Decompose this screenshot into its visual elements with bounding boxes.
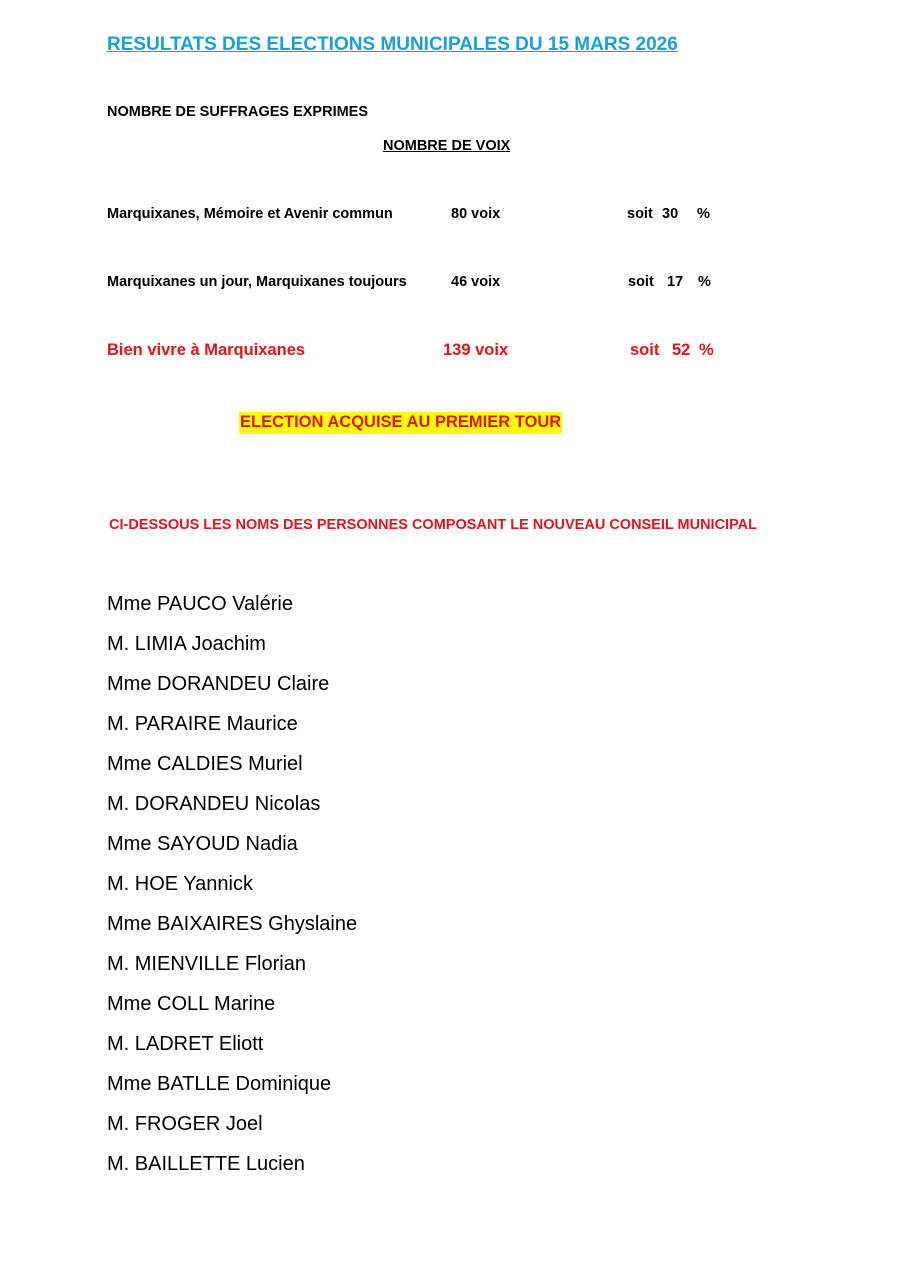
soit-label: soit <box>630 341 660 359</box>
council-heading: CI-DESSOUS LES NOMS DES PERSONNES COMPOSANT LE NOUVEAU CONSEIL MUNICIPAL <box>109 517 758 533</box>
list-percent: 52 <box>672 341 691 359</box>
council-member: Mme BATLLE Dominique <box>107 1073 332 1095</box>
list-votes: 80 voix <box>451 206 501 222</box>
council-member: M. PARAIRE Maurice <box>107 713 298 735</box>
soit-label: soit <box>627 206 653 222</box>
council-member: M. MIENVILLE Florian <box>107 953 306 975</box>
council-member: M. FROGER Joel <box>107 1113 263 1135</box>
votes-column-header: NOMBRE DE VOIX <box>383 138 511 154</box>
council-member: M. HOE Yannick <box>107 873 253 895</box>
list-percent: 30 <box>662 206 679 222</box>
percent-sign: % <box>698 274 711 290</box>
list-name: Marquixanes, Mémoire et Avenir commun <box>107 206 393 222</box>
percent-sign: % <box>699 341 714 359</box>
council-member: M. DORANDEU Nicolas <box>107 793 321 815</box>
list-percent: 17 <box>667 274 684 290</box>
percent-sign: % <box>697 206 710 222</box>
council-member: Mme BAIXAIRES Ghyslaine <box>107 913 358 935</box>
page-title: RESULTATS DES ELECTIONS MUNICIPALES DU 15 MARS 2026 <box>107 34 678 55</box>
council-member: Mme DORANDEU Claire <box>107 673 330 695</box>
list-votes: 139 voix <box>443 341 509 359</box>
list-name: Marquixanes un jour, Marquixanes toujours <box>107 274 407 290</box>
list-name: Bien vivre à Marquixanes <box>107 341 306 359</box>
council-member: M. LIMIA Joachim <box>107 633 266 655</box>
council-member: Mme PAUCO Valérie <box>107 593 293 615</box>
council-member-list <box>107 584 357 1184</box>
election-result-banner: ELECTION ACQUISE AU PREMIER TOUR <box>239 412 562 434</box>
council-member: M. LADRET Eliott <box>107 1033 264 1055</box>
suffrages-label: NOMBRE DE SUFFRAGES EXPRIMES <box>107 104 369 120</box>
council-member: Mme COLL Marine <box>107 993 276 1015</box>
list-votes: 46 voix <box>451 274 501 290</box>
council-member: M. BAILLETTE Lucien <box>107 1153 305 1175</box>
soit-label: soit <box>628 274 654 290</box>
council-member: Mme CALDIES Muriel <box>107 753 303 775</box>
council-member: Mme SAYOUD Nadia <box>107 833 298 855</box>
